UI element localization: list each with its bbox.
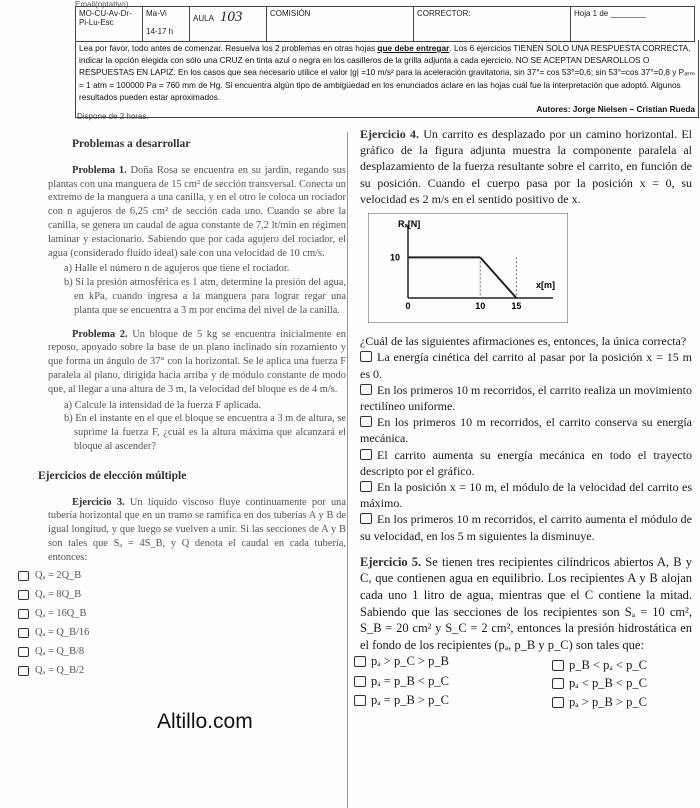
option-label: Qₐ = 2Q_B — [35, 570, 82, 582]
option-label: pₐ > p_C > p_B — [371, 654, 449, 669]
exercise-5-option[interactable] — [552, 675, 647, 691]
checkbox-icon[interactable] — [552, 660, 564, 671]
corrector-cell: CORRECTOR: — [414, 7, 571, 42]
chart-svg — [368, 213, 568, 323]
checkbox-icon[interactable] — [18, 609, 29, 619]
checkbox-icon[interactable] — [360, 481, 372, 492]
exercise-5-option[interactable] — [552, 657, 647, 673]
y-tick-label: 10 — [390, 252, 401, 263]
section-title-multiple-choice: Ejercicios de elección múltiple — [38, 469, 187, 482]
x-tick-label: 0 — [405, 301, 411, 312]
checkbox-icon[interactable] — [18, 628, 29, 638]
checkbox-icon[interactable] — [18, 571, 29, 581]
checkbox-icon[interactable] — [354, 656, 366, 667]
checkbox-icon[interactable] — [360, 449, 372, 460]
x-axis-label: x[m] — [536, 280, 556, 291]
option-label: pₐ < p_B < p_C — [569, 676, 647, 691]
exercise-3-option[interactable] — [18, 605, 346, 624]
option-label: En los primeros 10 m recorridos, el carrito realiza un movimiento rectilíneo uniforme. — [360, 382, 692, 414]
exercise-4-option[interactable] — [360, 414, 692, 446]
exercise-5-text: Se tienen tres recipientes cilíndricos abiertos A, B y C, que contienen agua en equilibrio. Los recipientes A y B alojan cada uno 1 litro de agua, mientras que el C contiene la mitad. Sabiendo que las secciones de los recipientes son Sₐ = 10 cm², S_B = 20 cm² y S_C = 2 cm², entonces la presión hidrostática en el fondo de los recipientes (pₐ, p_B y p_C) son tales que: — [360, 554, 692, 652]
exercise-4-question: ¿Cuál de las siguientes afirmaciones es, entonces, la única correcta? — [360, 334, 687, 349]
exercise-5-option[interactable] — [552, 694, 647, 710]
exercise-4-label: Ejercicio 4. — [360, 127, 419, 141]
schedule-day: Ma-Vi — [146, 9, 167, 18]
force-position-chart — [368, 213, 692, 327]
option-label: Qₐ = Q_B/8 — [35, 646, 85, 658]
comision-cell: COMISIÓN — [267, 7, 414, 42]
option-label: Qₐ = 16Q_B — [35, 608, 87, 620]
checkbox-icon[interactable] — [552, 678, 564, 689]
column-divider — [347, 132, 348, 808]
y-axis-label: Rₓ[N] — [398, 219, 421, 230]
checkbox-icon[interactable] — [18, 590, 29, 600]
exercise-5-label: Ejercicio 5. — [360, 554, 422, 569]
checkbox-icon[interactable] — [18, 666, 29, 676]
exercise-4-option[interactable] — [360, 447, 692, 479]
exercise-5 — [360, 554, 692, 654]
problem-1-a: a) Halle el número n de agujeros que tiene el rociador. — [64, 263, 290, 275]
watermark: Altillo.com — [157, 710, 253, 733]
exercise-3-option[interactable] — [18, 643, 346, 662]
checkbox-icon[interactable] — [552, 697, 564, 708]
chart-frame — [368, 213, 568, 323]
hoja-cell: Hoja 1 de ________ — [571, 7, 695, 42]
instructions-text-2: . Los 6 ejercicios TIENEN SOLO UNA RESPUESTA CORRECTA, indicar la opción elegida con sólo una CRUZ en tinta azul o negra en los casilleros de la grilla adjunta a cada ejercicio. NO SE ACEPTAN DESAROLLOS O RESPUESTAS EN LAPIZ. En los casos que sea necesario utilice el valor |g| =10 m/s² para la aceleración gravitatoria, sin 37°= cos 53°=0,6; sin 53°=cos 37°=0,8 y Pₐₜₘ = 1 atm = 100000 Pa = 760 mm de Hg. Si encuentra algún tipo de ambigüedad en los enunciados aclare en las hojas cuál fue la interpretación que adoptó. Algunos resultados pueden estar aproximados. — [79, 43, 695, 102]
option-label: Qₐ = 8Q_B — [35, 589, 82, 601]
problem-2-label: Problema 2. — [72, 328, 128, 340]
right-column — [360, 126, 692, 733]
option-label: p_B < pₐ < p_C — [569, 658, 647, 673]
exercise-3-option[interactable] — [18, 624, 346, 643]
aula-value: 103 — [219, 9, 243, 25]
option-label: El carrito aumenta su energía mecánica en todo el trayecto descripto por el gráfico. — [360, 447, 692, 478]
instructions-box — [75, 40, 699, 118]
option-label: pₐ = p_B < p_C — [371, 674, 449, 689]
time-allowed: Dispone de 2 horas. — [77, 112, 149, 121]
problem-1-b: b) Si la presión atmosférica es 1 atm, determine la presión del agua, en kPa, cuando ingresa a la manguera para lograr regar una planta que se encuentra a 3 m por encima del nivel de la canilla. — [64, 277, 346, 316]
problem-2 — [48, 328, 346, 397]
exercise-4-option[interactable] — [360, 382, 692, 414]
exercise-3-text: Un líquido viscoso fluye continuamente por una tubería horizontal que en un tramo se ramifica en dos tuberías A y B de igual longitud, y que luego se vuelven a unir. Si las secciones de A y B son tales que Sₐ = 4S_B, y Q denota el caudal en cada tubería, entonces: — [48, 496, 346, 563]
exercise-3-option[interactable] — [18, 567, 346, 586]
option-label: Qₐ = Q_B/2 — [35, 665, 85, 677]
data-segment — [480, 257, 516, 298]
schedule-cell — [143, 7, 190, 42]
exercise-4-option[interactable] — [360, 349, 692, 381]
problem-2-text: Un bloque de 5 kg se encuentra inicialmente en reposo, apoyado sobre la base de un plano inclinado sin rozamiento y que forma un ángulo de 37° con la horizontal. Se le aplica una fuerza F paralela al plano, dirigida hacia arriba y de módulo constante de modo que, al llegar a una altura de 3 m, la velocidad del bloque es de 4 m/s. — [48, 328, 346, 395]
checkbox-icon[interactable] — [354, 676, 366, 687]
option-label: Qₐ = Q_B/16 — [35, 627, 90, 639]
exercise-4 — [360, 126, 692, 207]
option-label: La energía cinética del carrito al pasar por la posición x = 15 m es 0. — [360, 350, 692, 381]
option-label: pₐ = p_B > p_C — [371, 693, 449, 708]
left-column — [35, 138, 346, 681]
checkbox-icon[interactable] — [354, 695, 366, 706]
exercise-5-option[interactable] — [354, 673, 449, 689]
aula-label: AULA — [193, 14, 214, 23]
problem-2-a: a) Calcule la intensidad de la fuerza F aplicada. — [64, 399, 262, 411]
header-table — [75, 6, 695, 42]
aula-cell — [190, 7, 267, 42]
authors: Autores: Jorge Nielsen – Cristian Rueda — [536, 104, 695, 115]
exercise-4-text: Un carrito es desplazado por un camino horizontal. El gráfico de la figura adjunta muestra la componente paralela al desplazamiento de la fuerza resultante sobre el carrito, en función de su posición. Cuando el cuerpo pasa por la posición x = 0, su velocidad es 2 m/s en el sentido positivo de x. — [360, 127, 692, 206]
instructions-text-1: Lea por favor, todo antes de comenzar. Resuelva los 2 problemas en otras hojas — [79, 43, 378, 53]
exercise-5-option[interactable] — [354, 692, 449, 708]
problem-1 — [48, 164, 346, 261]
checkbox-icon[interactable] — [360, 351, 372, 362]
exercise-4-option[interactable] — [360, 511, 692, 543]
problem-2-b: b) En el instante en el que el bloque se encuentra a 3 m de altura, se suprime la fuerza F, ¿cuál es la altura máxima que alcanzará el bloque al ascender? — [64, 413, 346, 452]
option-label: En los primeros 10 m recorridos, el carrito aumenta el módulo de su velocidad, en los 5 m siguientes la disminuye. — [360, 512, 692, 543]
checkbox-icon[interactable] — [18, 647, 29, 657]
exercise-4-option[interactable] — [360, 479, 692, 511]
exercise-4-options — [360, 349, 692, 543]
exercise-3-option[interactable] — [18, 586, 346, 605]
checkbox-icon[interactable] — [360, 384, 372, 395]
x-tick-label: 15 — [511, 301, 522, 312]
checkbox-icon[interactable] — [360, 416, 372, 427]
instructions-emphasis: que debe entregar — [377, 43, 450, 53]
schedule-time: 14-17 h — [146, 27, 174, 36]
exercise-3 — [48, 496, 346, 565]
email-label: Email(optativo) — [75, 0, 129, 9]
checkbox-icon[interactable] — [360, 513, 372, 524]
exercise-3-option[interactable] — [18, 662, 346, 681]
course-cell: MO-CU-Av-Dr-Pi-Lu-Esc — [76, 7, 143, 42]
problem-1-text: Doña Rosa se encuentra en su jardín, regando sus plantas con una manguera de 15 cm² de sección transversal. Conecta un extremo de la manguera a una canilla, y en el otro le coloca un rociador con n agujeros de 6,25 cm² de sección cada uno. Cuando se abre la canilla, se genera un caudal de agua constante de 7,2 lt/min en régimen laminar y estacionario. Sabiendo que por cada agujero del rociador, el agua (considerado fluido ideal) sale con una velocidad de 10 cm/s. — [48, 164, 346, 259]
x-tick-label: 10 — [475, 301, 486, 312]
exercise-5-options — [360, 653, 692, 733]
section-title-problems: Problemas a desarrollar — [72, 138, 191, 150]
option-label: En la posición x = 10 m, el módulo de la velocidad del carrito es máximo. — [360, 480, 692, 511]
exercise-3-options — [18, 567, 346, 681]
option-label: En los primeros 10 m recorridos, el carrito conserva su energía mecánica. — [360, 415, 692, 446]
exercise-3-label: Ejercicio 3. — [72, 496, 125, 508]
problem-1-label: Problema 1. — [72, 164, 127, 176]
option-label: pₐ > p_B > p_C — [569, 695, 647, 710]
exercise-5-option[interactable] — [354, 653, 449, 669]
